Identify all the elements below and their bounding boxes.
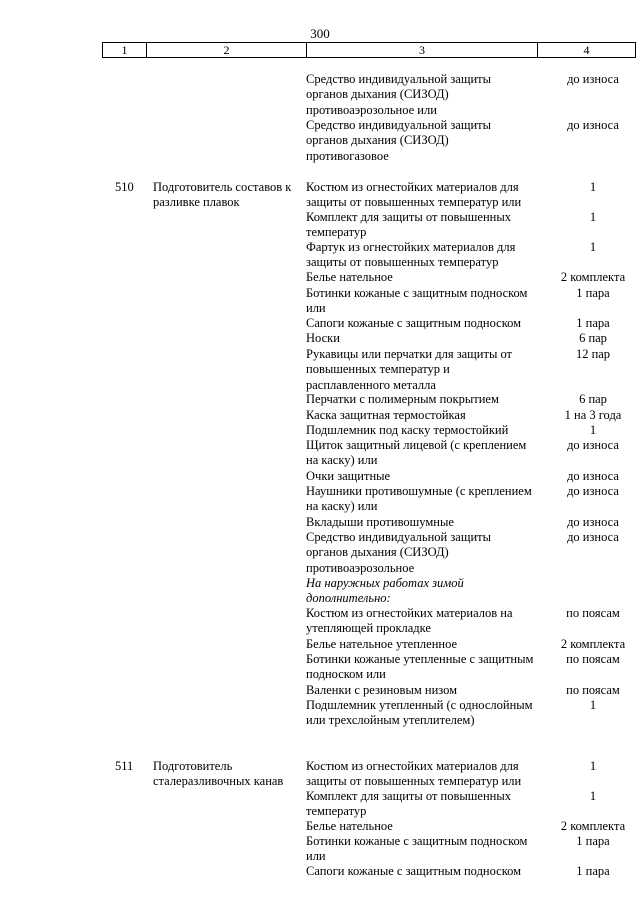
item-text: Белье нательное xyxy=(306,819,393,833)
item-quantity: 1 xyxy=(589,240,597,254)
item-text: Вкладыши противошумные xyxy=(306,515,454,529)
item-quantity: 1 xyxy=(589,789,597,803)
page-number: 300 xyxy=(310,26,330,41)
item-text: Щиток защитный лицевой (с креплением на каску) или xyxy=(306,438,527,468)
item-quantity: 2 комплекта xyxy=(560,819,626,833)
item-quantity: до износа xyxy=(567,484,619,498)
item-quantity: 6 пар xyxy=(579,392,607,406)
item-quantity: 1 пара xyxy=(576,286,610,300)
section-note: На наружных работах зимой дополнительно: xyxy=(306,576,464,606)
item-quantity: до износа xyxy=(567,72,619,86)
item-quantity: 2 комплекта xyxy=(560,637,626,651)
table-header xyxy=(102,42,636,58)
item-text: Средство индивидуальной защиты органов дыхания (СИЗОД) противоаэрозольное xyxy=(306,530,492,575)
header-col-2: 2 xyxy=(147,43,307,57)
item-text: Валенки с резиновым низом xyxy=(306,683,458,697)
item-text: Каска защитная термостойкая xyxy=(306,408,466,422)
item-quantity: 1 пара xyxy=(576,864,610,878)
item-quantity: 1 пара xyxy=(576,834,610,848)
item-text: Подшлемник под каску термостойкий xyxy=(306,423,509,437)
item-quantity: до износа xyxy=(567,438,619,452)
item-quantity: 1 xyxy=(589,759,597,773)
item-quantity: 1 xyxy=(589,698,597,712)
item-text: Сапоги кожаные с защитным подноском xyxy=(306,316,522,330)
item-text: Рукавицы или перчатки для защиты от повышенных температур и расплавленного металла xyxy=(306,347,513,392)
header-col-4: 4 xyxy=(583,43,590,57)
item-text: Фартук из огнестойких материалов для защиты от повышенных температур xyxy=(306,240,516,270)
item-quantity: 1 xyxy=(589,180,597,194)
item-quantity: до износа xyxy=(567,118,619,132)
item-text: Костюм из огнестойких материалов для защиты от повышенных температур или xyxy=(306,759,522,789)
item-text: Белье нательное утепленное xyxy=(306,637,458,651)
item-quantity: 12 пар xyxy=(575,347,611,361)
item-quantity: до износа xyxy=(567,469,619,483)
item-text: Подшлемник утепленный (с однослойным или трехслойным утеплителем) xyxy=(306,698,533,728)
item-text: Ботинки кожаные утепленные с защитным подноском или xyxy=(306,652,534,682)
item-quantity: 1 xyxy=(589,423,597,437)
item-quantity: 2 комплекта xyxy=(560,270,626,284)
item-text: Наушники противошумные (с креплением на каску) или xyxy=(306,484,532,514)
item-quantity: 6 пар xyxy=(579,331,607,345)
entry-number: 510 xyxy=(115,180,134,194)
header-col-3: 3 xyxy=(307,43,538,57)
item-text: Средство индивидуальной защиты органов дыхания (СИЗОД) противогазовое xyxy=(306,118,492,163)
item-text: Средство индивидуальной защиты органов дыхания (СИЗОД) противоаэрозольное или xyxy=(306,72,492,117)
item-text: Перчатки с полимерным покрытием xyxy=(306,392,499,406)
header-col-1: 1 xyxy=(103,43,147,57)
item-text: Ботинки кожаные с защитным подноском или xyxy=(306,286,528,316)
item-quantity: 1 пара xyxy=(576,316,610,330)
entry-name: Подготовитель составов к разливке плавок xyxy=(153,180,292,210)
item-quantity: до износа xyxy=(567,515,619,529)
item-text: Костюм из огнестойких материалов на утепляющей прокладке xyxy=(306,606,513,636)
item-text: Костюм из огнестойких материалов для защиты от повышенных температур или xyxy=(306,180,522,210)
item-text: Сапоги кожаные с защитным подноском xyxy=(306,864,522,878)
item-quantity: до износа xyxy=(567,530,619,544)
item-text: Белье нательное xyxy=(306,270,393,284)
item-quantity: 1 на 3 года xyxy=(564,408,622,422)
item-quantity: по поясам xyxy=(566,652,620,666)
item-quantity: 1 xyxy=(589,210,597,224)
entry-name: Подготовитель сталеразливочных канав xyxy=(153,759,284,789)
item-text: Носки xyxy=(306,331,340,345)
item-quantity: по поясам xyxy=(566,606,620,620)
item-text: Очки защитные xyxy=(306,469,391,483)
item-text: Комплект для защиты от повышенных температур xyxy=(306,789,511,819)
entry-number: 511 xyxy=(115,759,134,773)
item-quantity: по поясам xyxy=(566,683,620,697)
item-text: Комплект для защиты от повышенных температур xyxy=(306,210,511,240)
item-text: Ботинки кожаные с защитным подноском или xyxy=(306,834,528,864)
